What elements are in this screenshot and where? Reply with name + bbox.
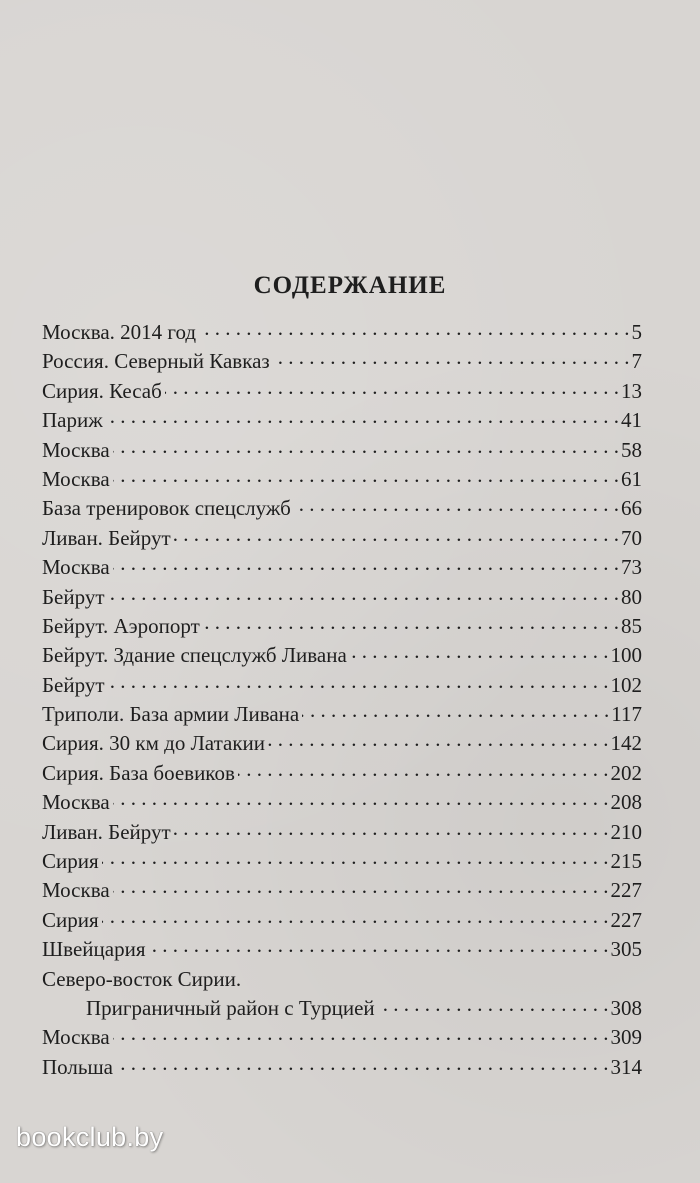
toc-entry [42,612,642,641]
toc-entry [42,788,642,817]
toc-entry-page: 102 [610,672,642,697]
toc-entry-page: 215 [610,849,642,874]
toc-entry-label: Бейрут [42,672,105,697]
toc-entry-label: Бейрут. Здание спецслужб Ливана [42,643,347,668]
toc-entry-page: 208 [610,790,642,815]
toc-entry-label: Сирия. Кесаб [42,378,162,403]
toc-entry [42,347,642,376]
toc-entry [42,671,642,700]
dot-leader [106,406,619,427]
dot-leader [113,1023,609,1044]
toc-entry-page: 73 [621,555,642,580]
dot-leader [102,906,609,927]
toc-entry-label: Бейрут [42,584,105,609]
toc-entry-page: 5 [631,320,642,344]
table-of-contents [42,318,642,1082]
dot-leader [174,818,609,839]
toc-entry-page: 117 [611,702,642,727]
toc-entry-page: 41 [621,408,642,433]
toc-entry-label: Бейрут. Аэропорт [42,613,200,638]
toc-entry-page: 202 [610,760,642,785]
dot-leader [350,641,609,662]
toc-entry [42,700,642,729]
toc-entry-label: Сирия [42,907,99,932]
toc-entry-page: 305 [610,937,642,962]
toc-entry-label: Сирия. 30 км до Латакии [42,731,266,756]
toc-entry-label: Польша [42,1054,113,1079]
toc-entry [42,994,642,1023]
toc-entry-page: 66 [621,496,642,521]
dot-leader [199,318,629,339]
dot-leader [149,935,609,956]
toc-entry [42,406,642,435]
toc-entry [42,965,642,994]
toc-entry [42,553,642,582]
toc-entry-page: 61 [621,466,642,491]
dot-leader [113,436,619,457]
toc-entry-label: Москва [42,1025,110,1050]
toc-entry [42,377,642,406]
toc-entry-label: Москва [42,790,110,815]
toc-entry-label: Россия. Северный Кавказ [42,349,270,374]
toc-entry [42,818,642,847]
dot-leader [102,847,609,868]
toc-entry [42,1053,642,1082]
dot-leader [268,729,608,750]
dot-leader [273,347,630,368]
dot-leader [108,583,619,604]
toc-entry-page: 309 [610,1025,642,1050]
dot-leader [113,876,609,897]
dot-leader [294,494,619,515]
dot-leader [302,700,609,721]
toc-entry [42,494,642,523]
toc-entry-label: Северо-восток Сирии. [42,966,242,991]
toc-entry [42,318,642,347]
dot-leader [238,759,609,780]
toc-entry [42,436,642,465]
dot-leader [203,612,619,633]
dot-leader [113,788,609,809]
toc-entry-page: 58 [621,437,642,462]
toc-entry [42,759,642,788]
contents-title: СОДЕРЖАНИЕ [253,272,447,299]
toc-entry [42,906,642,935]
toc-entry [42,524,642,553]
toc-entry-label: Триполи. База армии Ливана [42,702,300,727]
toc-entry-page: 13 [621,378,642,403]
toc-entry-page: 142 [610,731,642,756]
toc-entry-page: 85 [621,613,642,638]
dot-leader [113,553,619,574]
toc-entry-label: Ливан. Бейрут [42,525,171,550]
dot-leader [116,1053,609,1074]
dot-leader [165,377,619,398]
toc-entry-label: Москва. 2014 год [42,320,197,344]
toc-entry-label: Сирия [42,849,99,874]
toc-entry-page: 227 [610,878,642,903]
toc-entry-label: Париж [42,408,103,433]
toc-entry-label: База тренировок спецслужб [42,496,291,521]
toc-entry-page: 70 [621,525,642,550]
toc-entry-page: 7 [631,349,642,374]
toc-entry-page: 227 [610,907,642,932]
toc-entry [42,583,642,612]
toc-entry-page: 308 [610,995,642,1020]
dot-leader [378,994,609,1015]
toc-entry-label: Москва [42,466,110,491]
dot-leader [113,465,619,486]
toc-entry [42,465,642,494]
toc-entry [42,935,642,964]
toc-entry-label: Москва [42,878,110,903]
toc-entry-label: Ливан. Бейрут [42,819,171,844]
dot-leader [174,524,619,545]
toc-entry-page: 80 [621,584,642,609]
toc-entry-label: Швейцария [42,937,146,962]
dot-leader [108,671,609,692]
bookclub-watermark: bookclub.by [16,1122,164,1152]
toc-entry [42,641,642,670]
toc-entry-label: Москва [42,555,110,580]
toc-entry [42,729,642,758]
toc-entry-page: 210 [610,819,642,844]
toc-entry-label: Приграничный район с Турцией [86,995,375,1020]
toc-entry [42,1023,642,1052]
toc-entry-page: 100 [610,643,642,668]
toc-entry-label: Сирия. База боевиков [42,760,235,785]
toc-entry-page: 314 [610,1054,642,1079]
toc-entry [42,847,642,876]
toc-entry-label: Москва [42,437,110,462]
toc-entry [42,876,642,905]
